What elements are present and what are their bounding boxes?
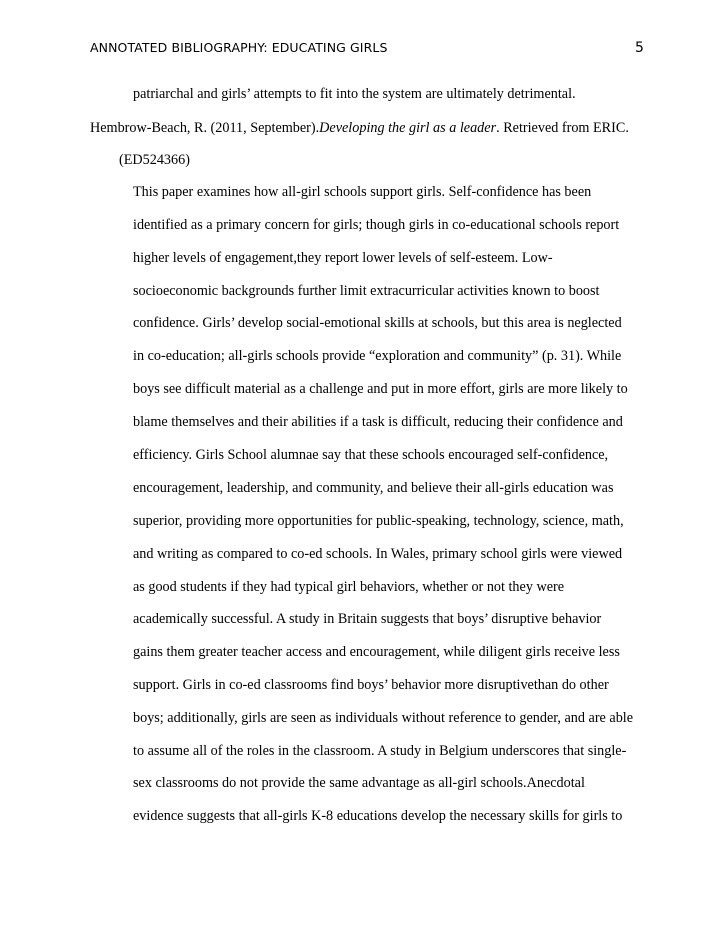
annotation-line: support. Girls in co-ed classrooms find boys’ behavior more disruptivethan do other <box>133 677 609 693</box>
annotation-line: confidence. Girls’ develop social-emotional skills at schools, but this area is neglected <box>133 315 622 331</box>
citation-author-date: Hembrow-Beach, R. (2011, September). <box>90 120 320 136</box>
running-head: ANNOTATED BIBLIOGRAPHY: EDUCATING GIRLS <box>90 40 388 55</box>
page-header <box>90 40 644 60</box>
annotation-line: academically successful. A study in Britain suggests that boys’ disruptive behavior <box>133 611 602 627</box>
annotation-line: superior, providing more opportunities for public-speaking, technology, science, math, <box>133 513 624 529</box>
annotation-line: evidence suggests that all-girls K-8 educations develop the necessary skills for girls to <box>133 808 623 824</box>
annotation-line: to assume all of the roles in the classroom. A study in Belgium underscores that single- <box>133 743 627 759</box>
page-number: 5 <box>634 40 644 56</box>
annotation-line: encouragement, leadership, and community, and believe their all-girls education was <box>133 480 614 496</box>
annotation-line: higher levels of engagement,they report lower levels of self-esteem. Low- <box>133 250 553 266</box>
annotation-line: This paper examines how all-girl schools support girls. Self-confidence has been <box>133 184 592 200</box>
annotation-line: blame themselves and their abilities if a task is difficult, reducing their confidence and <box>133 414 623 430</box>
annotation-line: boys see difficult material as a challenge and put in more effort, girls are more likely to <box>133 381 628 397</box>
annotation-line: efficiency. Girls School alumnae say that these schools encouraged self-confidence, <box>133 447 609 463</box>
annotation-line: socioeconomic backgrounds further limit extracurricular activities known to boost <box>133 283 600 299</box>
continuation-line: patriarchal and girls’ attempts to fit into the system are ultimately detrimental. <box>133 86 576 102</box>
annotation-line: boys; additionally, girls are seen as individuals without reference to gender, and are able <box>133 710 634 726</box>
citation-line <box>90 119 629 137</box>
citation-title: Developing the girl as a leader <box>319 120 497 136</box>
annotation-line: as good students if they had typical girl behaviors, whether or not they were <box>133 579 565 595</box>
annotation-line: gains them greater teacher access and encouragement, while diligent girls receive less <box>133 644 620 660</box>
citation-retrieval: . Retrieved from ERIC. <box>496 120 629 136</box>
annotation-line: identified as a primary concern for girls; though girls in co-educational schools report <box>133 217 620 233</box>
annotation-line: in co-education; all-girls schools provide “exploration and community” (p. 31). While <box>133 348 622 364</box>
citation-identifier: (ED524366) <box>119 152 190 168</box>
annotation-line: sex classrooms do not provide the same advantage as all-girl schools.Anecdotal <box>133 775 585 791</box>
annotation-line: and writing as compared to co-ed schools. In Wales, primary school girls were viewed <box>133 546 623 562</box>
